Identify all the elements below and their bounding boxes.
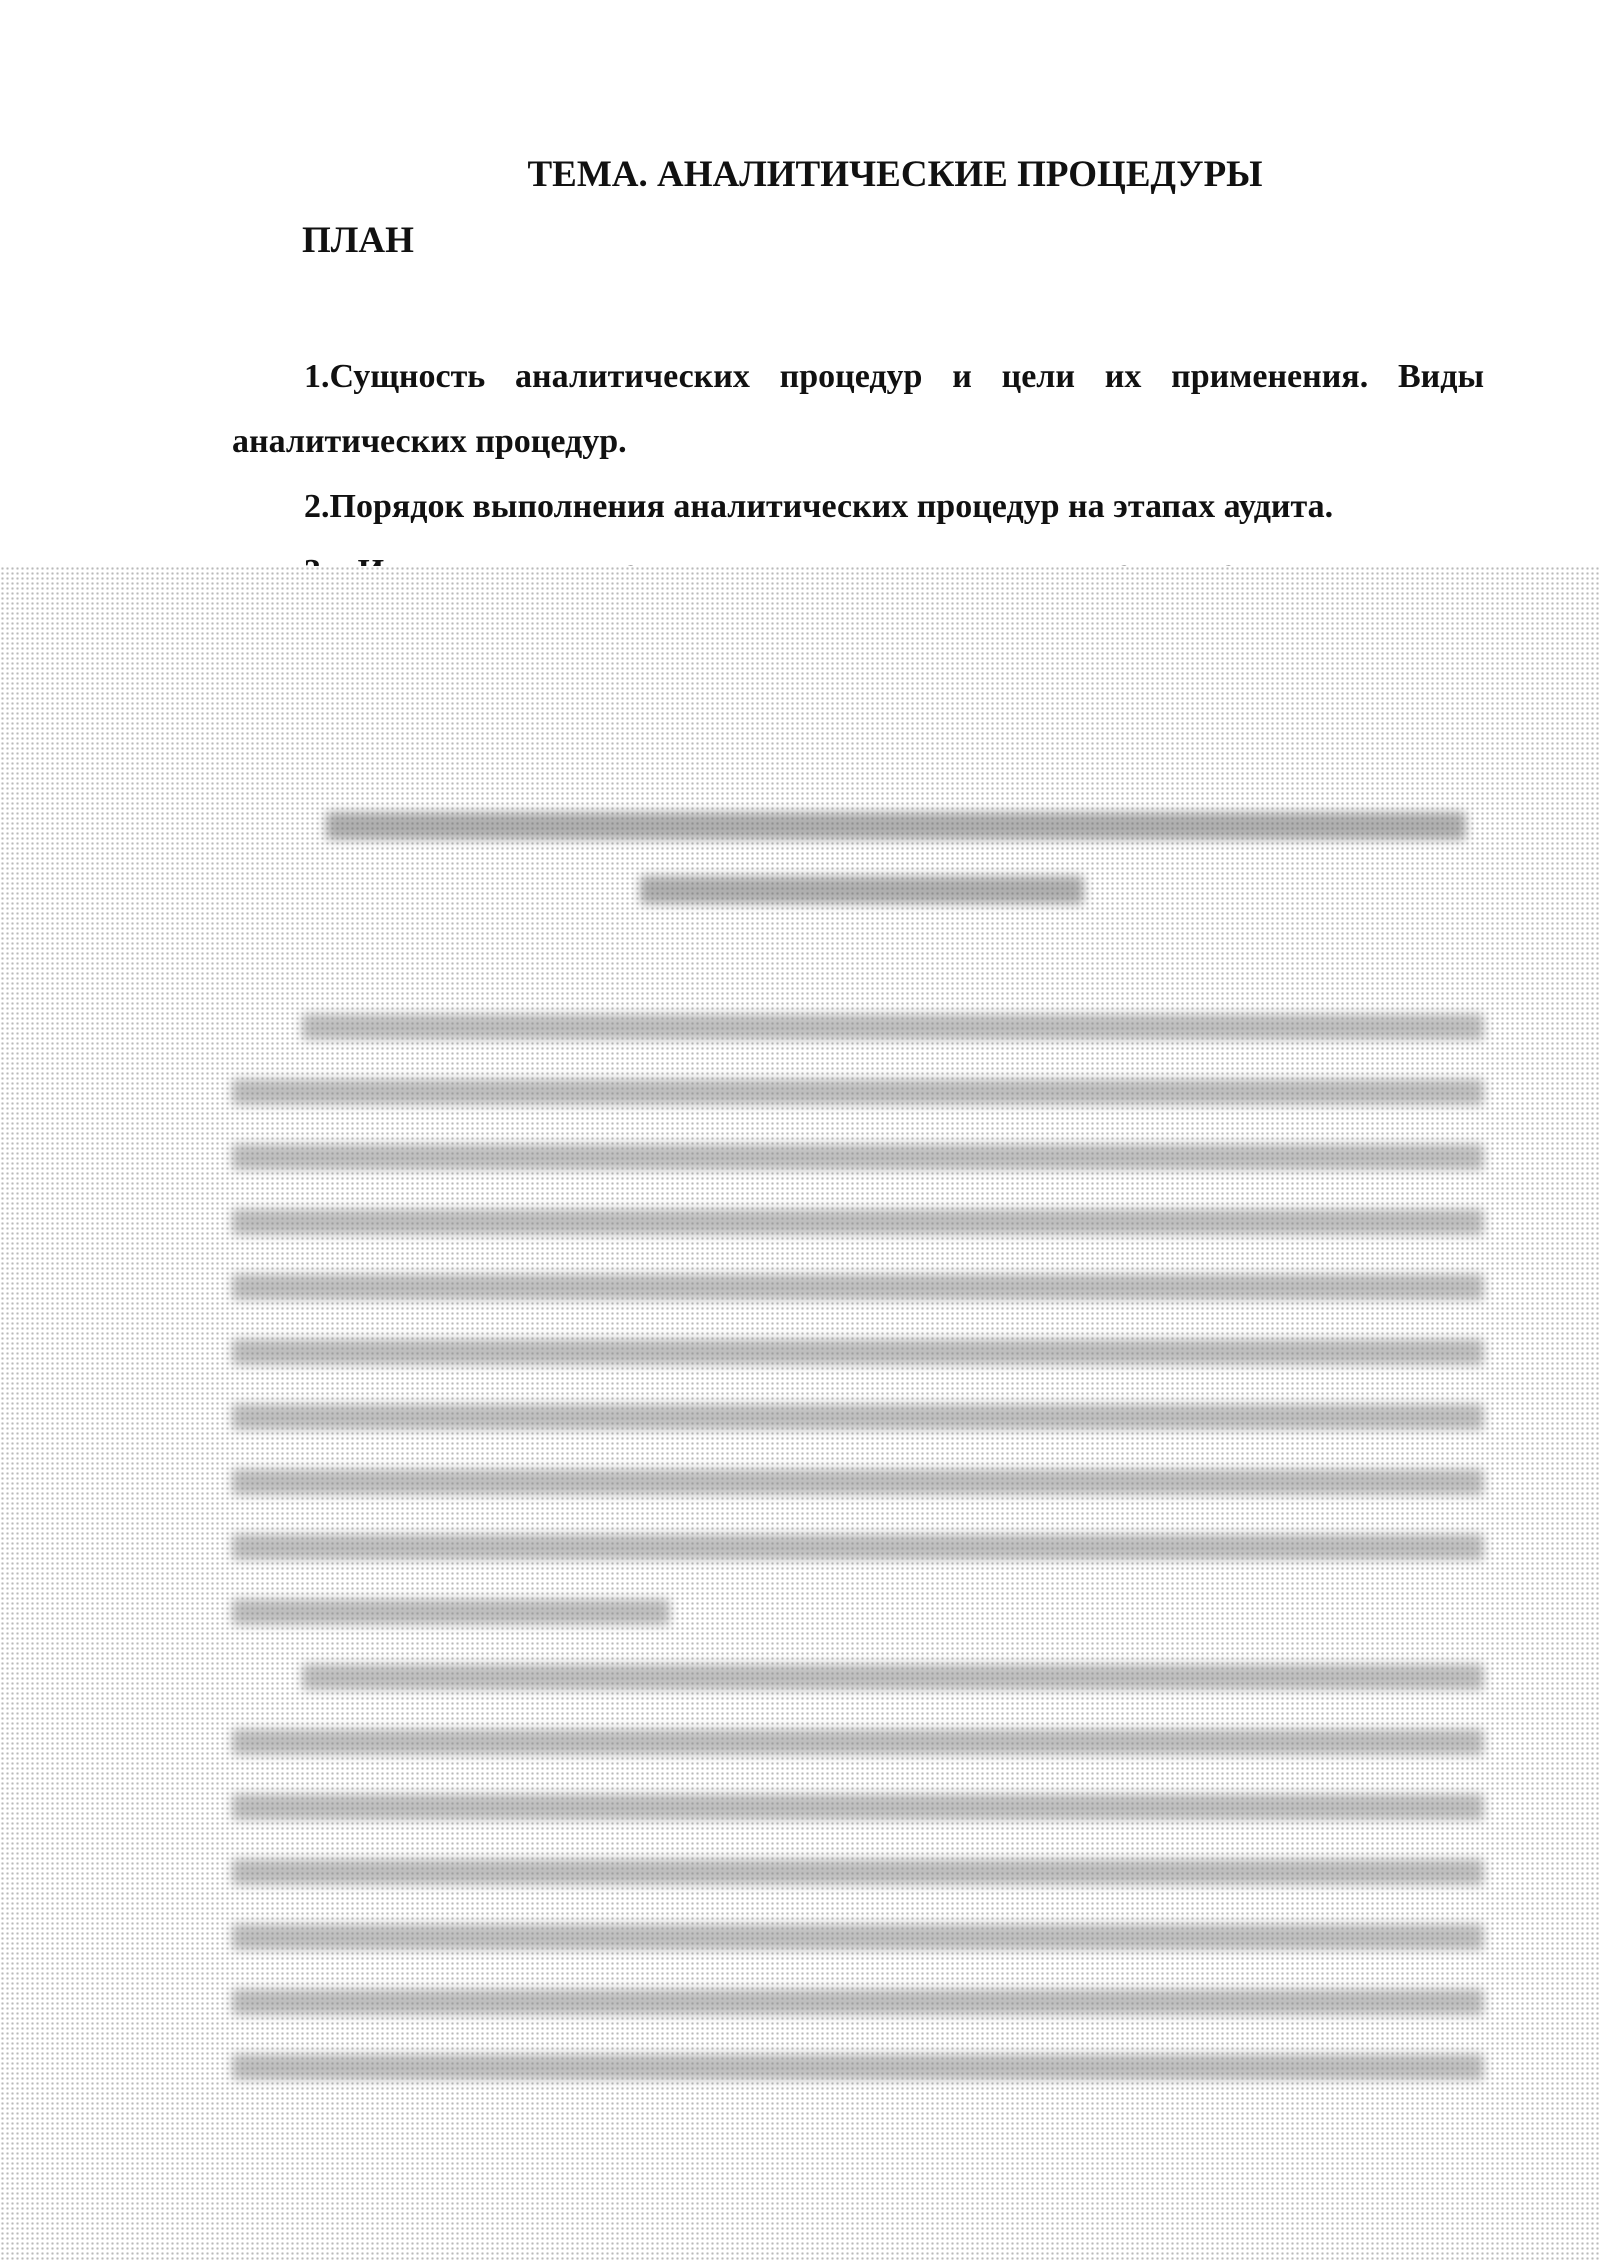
obscured-text-line <box>232 1729 1484 1755</box>
obscured-text-line <box>232 1469 1484 1495</box>
obscured-text-line <box>232 1794 1484 1820</box>
obscured-text-line <box>232 1404 1484 1430</box>
obscured-text-line <box>302 1014 1484 1040</box>
obscured-text-line <box>232 1079 1484 1105</box>
obscured-text-line <box>232 1209 1484 1235</box>
obscured-text-line <box>232 2054 1484 2080</box>
obscured-text-line <box>232 1534 1484 1560</box>
plan-heading: ПЛАН <box>302 220 414 261</box>
obscured-text-line <box>232 1859 1484 1885</box>
obscured-text-line <box>232 1989 1484 2015</box>
obscured-text-line <box>232 1599 670 1625</box>
obscured-content-overlay <box>0 566 1600 2262</box>
plan-item-1: 1.Сущность аналитических процедур и цели их применения. Виды аналитических процедур. <box>232 358 1484 460</box>
obscured-text-line <box>302 1664 1484 1690</box>
plan-item-2: 2.Порядок выполнения аналитических процедур на этапах аудита. <box>304 488 1334 525</box>
obscured-text-line <box>232 1274 1484 1300</box>
obscured-section-heading-line <box>326 812 1466 840</box>
document-title: ТЕМА. АНАЛИТИЧЕСКИЕ ПРОЦЕДУРЫ <box>527 154 1263 195</box>
obscured-text-line <box>232 1144 1484 1170</box>
obscured-section-heading-line <box>640 876 1084 904</box>
obscured-text-line <box>232 1924 1484 1950</box>
obscured-text-line <box>232 1339 1484 1365</box>
